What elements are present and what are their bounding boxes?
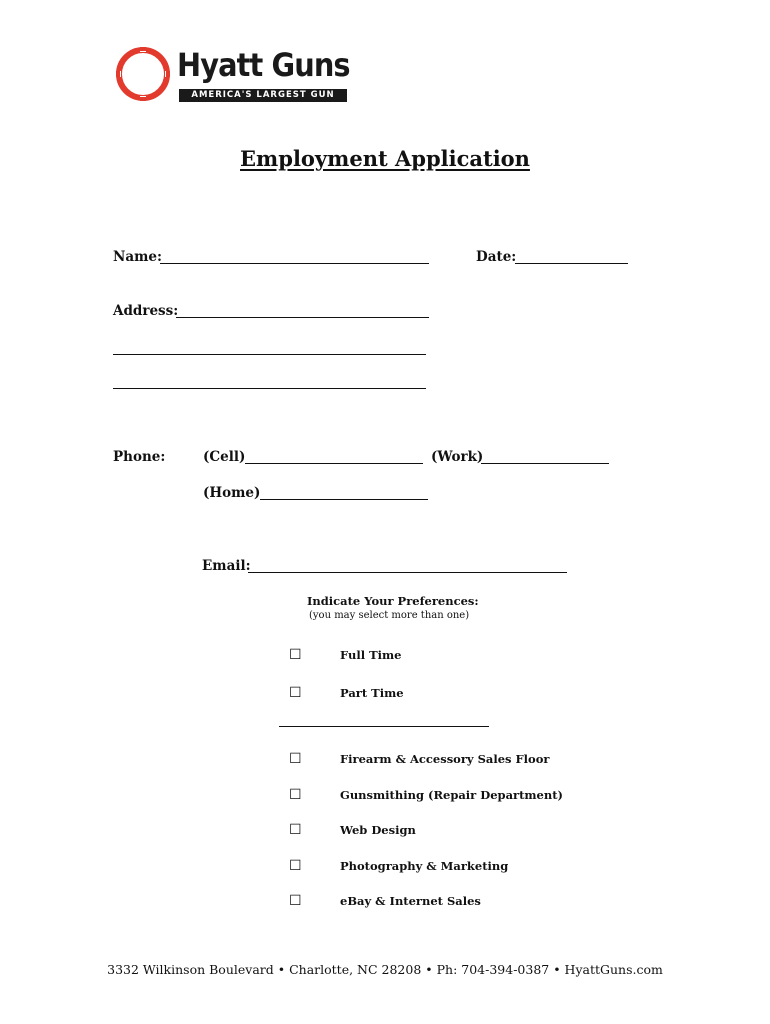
- home-phone-field[interactable]: [260, 499, 428, 500]
- preferences-subheading: (you may select more than one): [309, 610, 470, 621]
- email-label: Email:: [202, 558, 251, 574]
- address-label: Address:: [113, 303, 179, 319]
- preferences-heading: Indicate Your Preferences:: [307, 594, 479, 608]
- page-title: Employment Application: [240, 146, 530, 171]
- option-label-full-time: Full Time: [340, 648, 402, 662]
- checkbox-sales-floor[interactable]: ☐: [289, 751, 302, 767]
- phone-label: Phone:: [113, 449, 166, 465]
- work-phone-field[interactable]: [481, 463, 609, 464]
- date-label: Date:: [476, 249, 517, 265]
- footer-contact: 3332 Wilkinson Boulevard • Charlotte, NC 28208 • Ph: 704-394-0387 • HyattGuns.com: [107, 962, 663, 977]
- option-label-web-design: Web Design: [340, 823, 416, 837]
- name-label: Name:: [113, 249, 162, 265]
- cell-label: (Cell): [203, 449, 246, 465]
- date-field[interactable]: [515, 263, 628, 264]
- work-label: (Work): [431, 449, 484, 465]
- checkbox-gunsmithing[interactable]: ☐: [289, 787, 302, 803]
- checkbox-web-design[interactable]: ☐: [289, 822, 302, 838]
- option-label-ebay-sales: eBay & Internet Sales: [340, 894, 481, 908]
- address-field-line-2[interactable]: [113, 354, 426, 355]
- option-label-photography: Photography & Marketing: [340, 859, 509, 873]
- address-field-line-1[interactable]: [176, 317, 429, 318]
- cell-phone-field[interactable]: [245, 463, 423, 464]
- checkbox-full-time[interactable]: ☐: [289, 647, 302, 663]
- brand-name: Hyatt Guns: [177, 46, 350, 84]
- email-field[interactable]: [248, 572, 567, 573]
- section-divider: [279, 726, 489, 727]
- name-field[interactable]: [160, 263, 429, 264]
- checkbox-ebay-sales[interactable]: ☐: [289, 893, 302, 909]
- checkbox-photography[interactable]: ☐: [289, 858, 302, 874]
- option-label-gunsmithing: Gunsmithing (Repair Department): [340, 788, 563, 802]
- option-label-sales-floor: Firearm & Accessory Sales Floor: [340, 752, 550, 766]
- option-label-part-time: Part Time: [340, 686, 404, 700]
- address-field-line-3[interactable]: [113, 388, 426, 389]
- logo-crosshair-icon: [113, 44, 173, 104]
- home-label: (Home): [203, 485, 261, 501]
- brand-tagline: AMERICA'S LARGEST GUN SHOP: [179, 89, 347, 102]
- checkbox-part-time[interactable]: ☐: [289, 685, 302, 701]
